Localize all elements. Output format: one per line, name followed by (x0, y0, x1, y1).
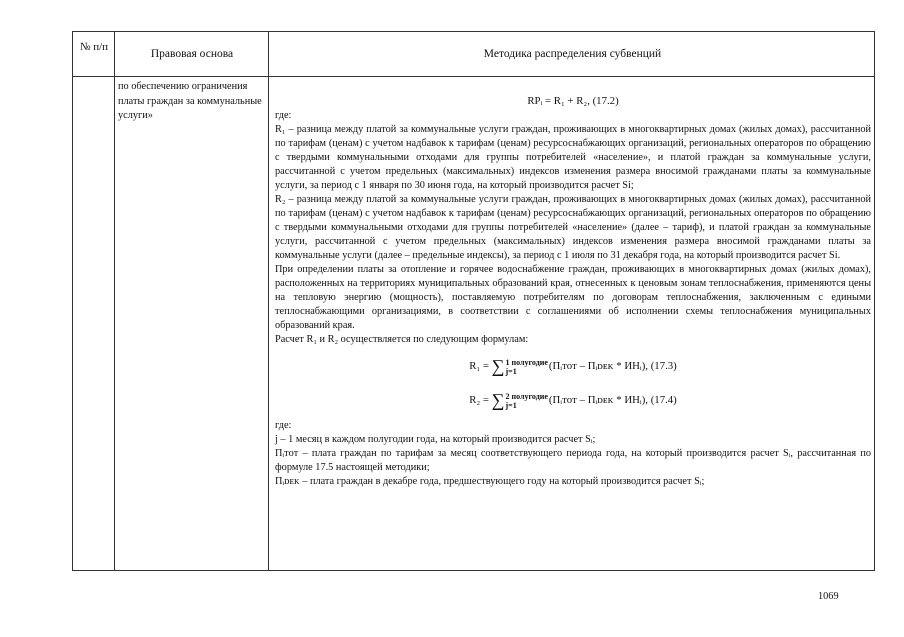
column-divider-1 (114, 31, 115, 571)
pdek-definition: Пᵢᴅᴇᴋ – плата граждан в декабре года, предшествующего году на который производится расчет Sᵢ; (275, 476, 705, 487)
j-definition: j – 1 месяц в каждом полугодии года, на который производится расчет Sᵢ; (275, 434, 596, 445)
header-number-column: № п/п (79, 41, 109, 53)
r2-definition: R₂ – разница между платой за коммунальные услуги граждан, проживающих в многоквартирных домах (жилых домах), рассчитанной по тарифам (ценам) с учетом надбавок к тарифам (ценам) ресурсоснабжающих организаций, региональных операторов по обращению с твердыми коммунальными отходами для группы потребителей «население» (далее – тариф), и платой граждан за коммунальные услуги, рассчитанной с учетом предельных (максимальных) индексов изменения размера вносимой гражданами платы за коммунальные услуги (далее – предельные индексы), за период с 1 июля по 31 декабря года, на который производится расчет Si. (275, 194, 871, 261)
r1-definition: R₁ – разница между платой за коммунальные услуги граждан, проживающих в многоквартирных домах (жилых домах), рассчитанной по тарифам (ценам) с учетом надбавок к тарифам (ценам) ресурсоснабжающих организаций, региональных операторов по обращению с твердыми коммунальными отходами для группы потребителей «население», и платой граждан за коммунальные услуги, рассчитанной с учетом предельных (максимальных) индексов изменения размера вносимой гражданами платы за коммунальные услуги, за период с 1 января по 30 июня года, на который производится расчет Si; (275, 124, 871, 191)
header-legal-basis-column: Правовая основа (150, 48, 234, 60)
sum-symbol: ∑ (491, 390, 505, 410)
calc-intro: Расчет R₁ и R₂ осуществляется по следующим формулам: (275, 334, 529, 345)
method-content (275, 109, 871, 489)
header-divider (72, 76, 875, 77)
column-divider-2 (268, 31, 269, 571)
heating-paragraph: При определении платы за отопление и горячее водоснабжение граждан, проживающих в многоквартирных домах (жилых домах), расположенных на территориях муниципальных образований края, отнесенных к ценовым зонам теплоснабжения, применяются цены на тепловую энергию (мощность), поставляемую потребителям по договорам теплоснабжения, заключенным с едиными теплоснабжающими организациями, в соответствии с соглашениями об исполнении схемы теплоснабжения муниципальных образований края. (275, 264, 871, 331)
ptot-definition: Пᵢᴛᴏᴛ – плата граждан по тарифам за месяц соответствующего периода года, на который производится расчет Sᵢ, рассчитанная по формуле 17.5 настоящей методики; (275, 448, 871, 473)
formula-17-3: R₁ = ∑1 полугодие j=1 (Пᵢᴛᴏᴛ – Пᵢᴅᴇᴋ * ИНᵢ), (17.3) (469, 356, 677, 376)
formula-17-2: RPᵢ = R₁ + R₂, (17.2) (527, 95, 619, 107)
where-label-2: где: (275, 420, 292, 431)
where-label: где: (275, 110, 292, 121)
header-method-column: Методика распределения субвенций (483, 48, 662, 60)
formula-17-4: R₂ = ∑2 полугодие j=1 (Пᵢᴛᴏᴛ – Пᵢᴅᴇᴋ * ИНᵢ), (17.4) (469, 390, 677, 410)
page-number: 1069 (818, 591, 839, 602)
sum-symbol: ∑ (491, 356, 505, 376)
legal-basis-text: по обеспечению ограничения платы граждан за коммунальные услуги» (118, 81, 262, 121)
